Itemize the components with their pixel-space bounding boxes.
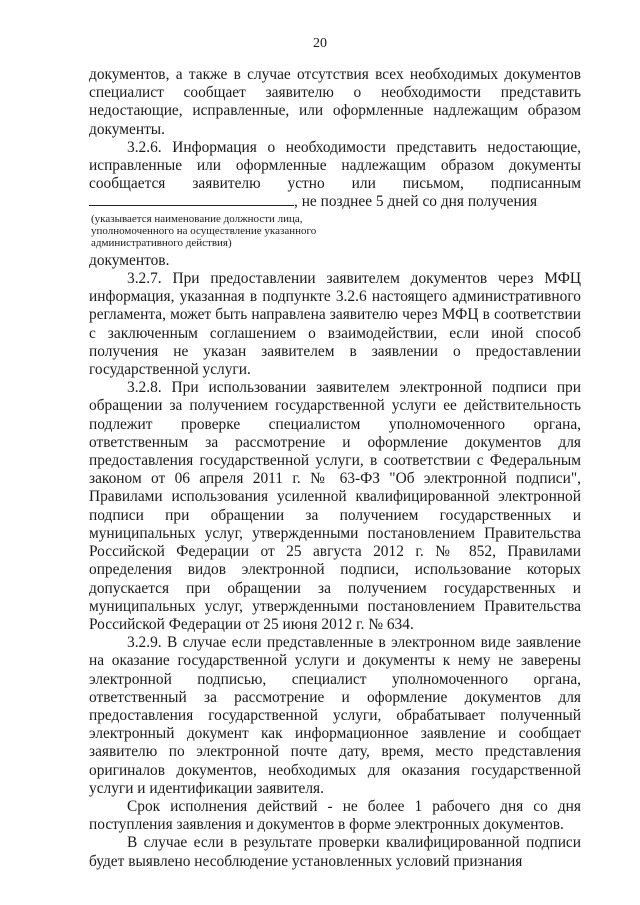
signature-blank-line <box>89 193 294 206</box>
paragraph-3-2-7: 3.2.7. При предоставлении заявителем документов через МФЦ информация, указанная в подпункте 3.2.6 настоящего административного регламента, может быть направлена заявителю через МФЦ в соответствии с заключенным соглашением о взаимодействии, если иной способ получения не указан заявителем в заявлении о предоставлении государственной услуги. <box>89 270 581 379</box>
paragraph-3-2-9: 3.2.9. В случае если представленные в электронном виде заявление на оказание государственной услуги и документы к нему не заверены электронной подписью, специалист уполномоченного органа, ответственный за рассмотрение и оформление документов для предоставления государственной услуги, обрабатывает полученный электронный документ как информационное заявление и сообщает заявителю по электронной почте дату, время, место представления оригиналов документов, необходимых для оказания государственной услуги и идентификации заявителя. <box>89 634 581 797</box>
footnote-position-note: (указывается наименование должности лица, уполномоченного на осуществление указанного административного действия) <box>91 212 317 250</box>
page-body <box>89 66 581 871</box>
paragraph-3-2-6-tail: , не позднее 5 дней со дня получения <box>294 193 538 211</box>
paragraph-signature-check: В случае если в результате проверки квалифицированной подписи будет выявлено несоблюдение установленных условий признания <box>89 834 581 870</box>
paragraph-deadline: Срок исполнения действий - не более 1 рабочего дня со дня поступления заявления и документов в форме электронных документов. <box>89 797 581 834</box>
paragraph-3-2-6 <box>89 139 581 212</box>
paragraph-3-2-6-text: 3.2.6. Информация о необходимости представить недостающие, исправленные или оформленные надлежащим образом документы сообщается заявителю устно или письмом, подписанным <box>89 138 581 193</box>
page-number: 20 <box>313 36 327 51</box>
paragraph-3-2-6-end: документов. <box>89 251 170 269</box>
paragraph-continuation: документов, а также в случае отсутствия всех необходимых документов специалист сообщает заявителю о необходимости представить недостающие, исправленные, или оформленные надлежащим образом документы. <box>89 66 581 138</box>
paragraph-3-2-8: 3.2.8. При использовании заявителем электронной подписи при обращении за получением государственной услуги ее действительность подлежит проверке специалистом уполномоченного органа, ответственным за рассмотрение и оформление документов для предоставления государственной услуги, в соответствии с Федеральным законом от 06 апреля 2011 г. № 63-ФЗ "Об электронной подписи", Правилами использования усиленной квалифицированной электронной подписи при обращении за получением государственных и муниципальных услуг, утвержденными постановлением Правительства Российской Федерации от 25 августа 2012 г. № 852, Правилами определения видов электронной подписи, использование которых допускается при обращении за получением государственных и муниципальных услуг, утвержденными постановлением Правительства Российской Федерации от 25 июня 2012 г. № 634. <box>89 379 581 633</box>
